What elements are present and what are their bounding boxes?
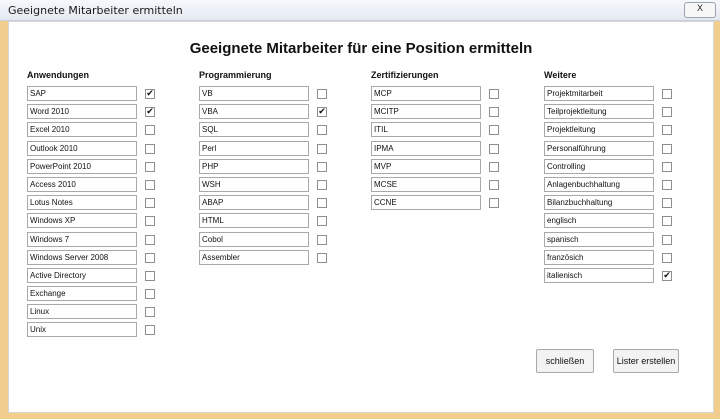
option-field[interactable]: Projektleitung — [544, 122, 654, 137]
option-field[interactable]: Assembler — [199, 250, 309, 265]
column-anwendungen — [27, 69, 195, 341]
option-row — [371, 195, 539, 213]
option-checkbox[interactable] — [145, 307, 155, 317]
option-row — [27, 141, 195, 159]
option-field[interactable]: Active Directory — [27, 268, 137, 283]
close-dialog-button[interactable]: schließen — [536, 349, 594, 373]
option-field[interactable]: Perl — [199, 141, 309, 156]
option-row — [199, 159, 367, 177]
option-row — [199, 104, 367, 122]
option-checkbox[interactable] — [145, 144, 155, 154]
window-close-button[interactable]: X — [684, 2, 716, 18]
column-header-weitere: Weitere — [544, 70, 577, 80]
option-checkbox[interactable]: ✔ — [318, 107, 326, 118]
option-row — [199, 141, 367, 159]
option-row — [371, 104, 539, 122]
option-row — [544, 86, 712, 104]
option-field[interactable]: Controlling — [544, 159, 654, 174]
create-list-button[interactable]: Lister erstellen — [613, 349, 679, 373]
option-checkbox[interactable] — [489, 180, 499, 190]
option-row — [199, 195, 367, 213]
option-checkbox[interactable] — [662, 162, 672, 172]
option-checkbox[interactable] — [662, 180, 672, 190]
option-row — [544, 268, 712, 286]
option-checkbox[interactable] — [145, 289, 155, 299]
option-field[interactable]: VBA — [199, 104, 309, 119]
option-checkbox[interactable] — [489, 125, 499, 135]
option-row — [199, 177, 367, 195]
option-field[interactable]: HTML — [199, 213, 309, 228]
dialog-panel — [8, 21, 714, 413]
dialog-heading: Geeignete Mitarbeiter für eine Position ermitteln — [189, 40, 533, 57]
option-row — [199, 213, 367, 231]
option-row — [544, 232, 712, 250]
option-row — [27, 195, 195, 213]
option-row — [544, 177, 712, 195]
option-field[interactable]: Projektmitarbeit — [544, 86, 654, 101]
option-checkbox[interactable] — [317, 144, 327, 154]
option-field[interactable]: italienisch — [544, 268, 654, 283]
option-checkbox[interactable] — [317, 198, 327, 208]
option-field[interactable]: ITIL — [371, 122, 481, 137]
option-checkbox[interactable] — [145, 235, 155, 245]
option-field[interactable]: Teilprojektleitung — [544, 104, 654, 119]
option-row — [27, 122, 195, 140]
option-field[interactable]: Exchange — [27, 286, 137, 301]
option-checkbox[interactable]: ✔ — [146, 107, 154, 118]
option-row — [27, 286, 195, 304]
option-checkbox[interactable] — [489, 89, 499, 99]
option-checkbox[interactable] — [145, 125, 155, 135]
option-row — [27, 250, 195, 268]
option-field[interactable]: Windows 7 — [27, 232, 137, 247]
option-row — [544, 122, 712, 140]
option-row — [371, 122, 539, 140]
option-field[interactable]: CCNE — [371, 195, 481, 210]
option-field[interactable]: Cobol — [199, 232, 309, 247]
option-checkbox[interactable] — [317, 216, 327, 226]
option-checkbox[interactable] — [145, 271, 155, 281]
option-field[interactable]: Word 2010 — [27, 104, 137, 119]
option-checkbox[interactable] — [662, 198, 672, 208]
option-field[interactable]: WSH — [199, 177, 309, 192]
option-row — [371, 159, 539, 177]
column-zertifizierungen — [371, 69, 539, 213]
option-field[interactable]: Lotus Notes — [27, 195, 137, 210]
option-row — [544, 195, 712, 213]
option-checkbox[interactable] — [145, 162, 155, 172]
option-checkbox[interactable] — [145, 180, 155, 190]
option-field[interactable]: MCP — [371, 86, 481, 101]
option-field[interactable]: Outlook 2010 — [27, 141, 137, 156]
option-row — [199, 122, 367, 140]
option-row — [544, 159, 712, 177]
column-header-programmierung: Programmierung — [199, 70, 272, 80]
option-checkbox[interactable] — [489, 107, 499, 117]
option-checkbox[interactable] — [317, 89, 327, 99]
option-field[interactable]: Bilanzbuchhaltung — [544, 195, 654, 210]
option-row — [544, 141, 712, 159]
option-checkbox[interactable]: ✔ — [146, 89, 154, 99]
option-checkbox[interactable] — [662, 235, 672, 245]
option-row — [27, 177, 195, 195]
option-checkbox[interactable] — [145, 253, 155, 263]
option-checkbox[interactable] — [489, 144, 499, 154]
option-checkbox[interactable] — [662, 89, 672, 99]
option-field[interactable]: MCSE — [371, 177, 481, 192]
option-row — [544, 213, 712, 231]
option-row — [27, 268, 195, 286]
option-checkbox[interactable] — [662, 107, 672, 117]
column-header-zertifizierungen: Zertifizierungen — [371, 70, 439, 80]
option-checkbox[interactable] — [317, 253, 327, 263]
option-row — [27, 159, 195, 177]
option-row — [27, 232, 195, 250]
option-field[interactable]: Personalführung — [544, 141, 654, 156]
option-checkbox[interactable] — [317, 125, 327, 135]
option-field[interactable]: englisch — [544, 213, 654, 228]
column-weitere — [544, 69, 712, 286]
option-field[interactable]: Linux — [27, 304, 137, 319]
option-checkbox[interactable] — [489, 198, 499, 208]
option-row — [544, 250, 712, 268]
option-checkbox[interactable] — [662, 253, 672, 263]
option-field[interactable]: französich — [544, 250, 654, 265]
option-field[interactable]: ABAP — [199, 195, 309, 210]
option-row — [371, 177, 539, 195]
option-checkbox[interactable] — [145, 198, 155, 208]
option-field[interactable]: PowerPoint 2010 — [27, 159, 137, 174]
window-title: Geeignete Mitarbeiter ermitteln — [8, 4, 183, 17]
option-field[interactable]: spanisch — [544, 232, 654, 247]
option-field[interactable]: Anlagenbuchhaltung — [544, 177, 654, 192]
option-checkbox[interactable] — [145, 325, 155, 335]
option-row — [27, 213, 195, 231]
option-field[interactable]: MCITP — [371, 104, 481, 119]
option-checkbox[interactable] — [145, 216, 155, 226]
option-checkbox[interactable] — [317, 180, 327, 190]
window-titlebar — [0, 0, 720, 21]
option-field[interactable]: SAP — [27, 86, 137, 101]
option-field[interactable]: PHP — [199, 159, 309, 174]
option-field[interactable]: Access 2010 — [27, 177, 137, 192]
option-row — [371, 86, 539, 104]
option-field[interactable]: MVP — [371, 159, 481, 174]
option-checkbox[interactable] — [662, 216, 672, 226]
option-row — [199, 250, 367, 268]
option-checkbox[interactable] — [662, 144, 672, 154]
option-field[interactable]: Unix — [27, 322, 137, 337]
option-row — [371, 141, 539, 159]
option-row — [27, 104, 195, 122]
option-row — [199, 232, 367, 250]
option-field[interactable]: IPMA — [371, 141, 481, 156]
option-checkbox[interactable]: ✔ — [663, 270, 671, 281]
option-field[interactable]: SQL — [199, 122, 309, 137]
option-field[interactable]: Windows XP — [27, 213, 137, 228]
option-row — [27, 304, 195, 322]
option-checkbox[interactable] — [317, 235, 327, 245]
option-checkbox[interactable] — [662, 125, 672, 135]
option-field[interactable]: VB — [199, 86, 309, 101]
option-row — [199, 86, 367, 104]
option-field[interactable]: Windows Server 2008 — [27, 250, 137, 265]
option-checkbox[interactable] — [317, 162, 327, 172]
option-field[interactable]: Excel 2010 — [27, 122, 137, 137]
column-header-anwendungen: Anwendungen — [27, 70, 89, 80]
option-checkbox[interactable] — [489, 162, 499, 172]
option-row — [27, 86, 195, 104]
option-row — [544, 104, 712, 122]
column-programmierung — [199, 69, 367, 268]
option-row — [27, 322, 195, 340]
